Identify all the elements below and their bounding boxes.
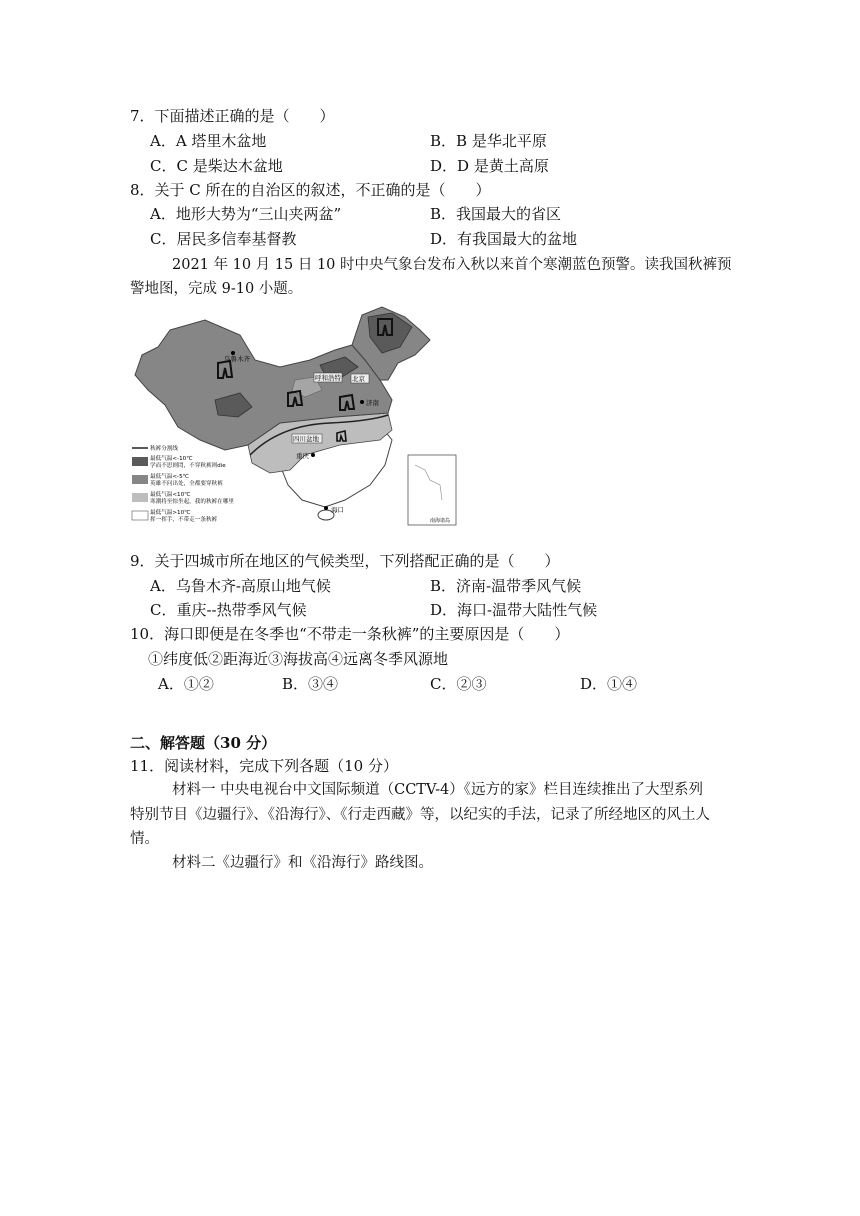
city-dot-jinan (360, 400, 364, 404)
q7-option-a: A．A 塔里木盆地 (150, 132, 267, 150)
legend-1b: 学而不思则罔，不穿秋裤则die (150, 463, 226, 469)
q11-material-1-line-3: 情。 (130, 831, 159, 847)
city-dot-haikou (324, 506, 328, 510)
q11-material-1-line-1: 材料一 中央电视台中文国际频道（CCTV-4）《远方的家》栏目连续推出了大型系列 (172, 782, 703, 798)
section-2-title: 二、解答题（30 分） (130, 734, 277, 752)
south-sea-inset (408, 455, 456, 525)
q10-option-b: B．③④ (282, 675, 339, 693)
legend-4a: 最低气温>10℃ (150, 510, 191, 516)
legend-4b: 挥一挥手，不带走一条秋裤 (150, 517, 218, 523)
q7-option-c: C．C 是柴达木盆地 (150, 157, 283, 175)
intro-line-1: 2021 年 10 月 15 日 10 时中央气象台发布入秋以来首个寒潮蓝色预警。读我国秋裤预 (172, 257, 732, 273)
legend-1a: 最低气温<-10℃ (150, 456, 193, 462)
q9-option-a: A．乌鲁木齐-高原山地气候 (150, 577, 331, 595)
city-sichuan-basin: 四川盆地 (293, 435, 319, 443)
q9-option-b: B．济南-温带季风气候 (430, 577, 582, 595)
q9-stem: 9．关于四城市所在地区的气候类型，下列搭配正确的是（ ） (130, 552, 560, 570)
q11-material-1-line-2: 特别节目《边疆行》、《沿海行》、《行走西藏》等，以纪实的手法，记录了所经地区的风土人 (130, 807, 710, 823)
q8-stem: 8．关于 C 所在的自治区的叙述，不正确的是（ ） (130, 181, 491, 199)
q7-stem: 7．下面描述正确的是（ ） (130, 107, 335, 125)
city-haikou: 海口 (331, 506, 344, 514)
q7-option-d: D．D 是黄土高原 (430, 157, 549, 175)
q8-option-d: D．有我国最大的盆地 (430, 230, 578, 248)
q9-option-d: D．海口-温带大陆性气候 (430, 601, 598, 619)
intro-line-2: 警地图，完成 9-10 小题。 (130, 281, 303, 297)
city-dot-chongqing (311, 453, 315, 457)
q8-option-b: B．我国最大的省区 (430, 205, 562, 223)
legend-3a: 最低气温<10℃ (150, 492, 191, 498)
city-hohhot: 呼和浩特 (315, 374, 341, 382)
legend-line-label: 秋裤分割线 (150, 446, 178, 452)
q8-option-c: C．居民多信奉基督教 (150, 230, 297, 248)
q11-material-2: 材料二《边疆行》和《沿海行》路线图。 (172, 855, 433, 871)
city-beijing: 北京 (352, 375, 365, 383)
q10-statements: ①纬度低②距海近③海拔高④远离冬季风源地 (148, 650, 449, 668)
q10-option-a: A．①② (158, 675, 214, 693)
legend-2b: 英雄不问出处，全都要穿秋裤 (150, 481, 223, 487)
q11-stem: 11．阅读材料，完成下列各题（10 分） (130, 757, 398, 775)
q9-option-c: C．重庆--热带季风气候 (150, 601, 307, 619)
q7-option-b: B．B 是华北平原 (430, 132, 547, 150)
china-autumn-pants-map (130, 305, 460, 527)
city-chongqing: 重庆 (296, 452, 309, 460)
q8-option-a: A．地形大势为“三山夹两盆” (150, 205, 342, 223)
q10-stem: 10．海口即便是在冬季也“不带走一条秋裤”的主要原因是（ ） (130, 625, 570, 643)
legend-2a: 最低气温<-5℃ (150, 474, 189, 480)
q10-option-c: C．②③ (430, 675, 487, 693)
city-urumqi: 乌鲁木齐 (224, 355, 250, 363)
inset-label: 南海诸岛 (430, 518, 451, 524)
city-jinan: 济南 (366, 399, 379, 407)
legend-3b: 寒潮将至惊坐起，我的秋裤在哪里 (150, 499, 234, 505)
map-legend (132, 444, 234, 523)
q10-option-d: D．①④ (580, 675, 638, 693)
